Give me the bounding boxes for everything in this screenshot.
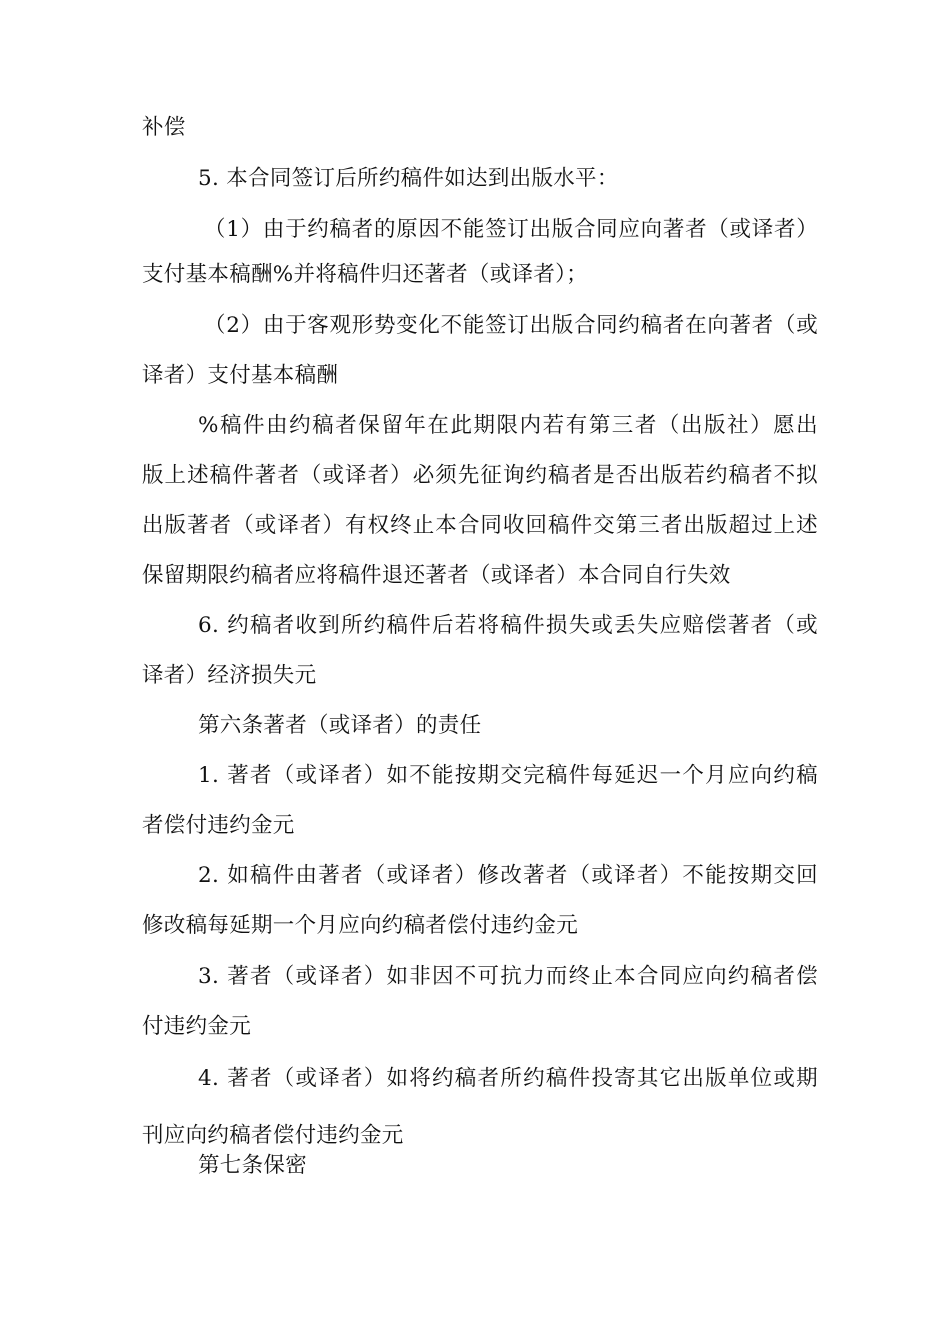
text-line: 5. 本合同签订后所约稿件如达到出版水平： xyxy=(198,166,619,191)
text-line: 修改稿每延期一个月应向约稿者偿付违约金元 xyxy=(142,913,579,938)
text-line: 补偿 xyxy=(142,115,186,140)
section-heading: 第六条著者（或译者）的责任 xyxy=(198,713,482,738)
text-line: 保留期限约稿者应将稿件退还著者（或译者）本合同自行失效 xyxy=(142,563,731,588)
text-line: （1）由于约稿者的原因不能签订出版合同应向著者（或译者） xyxy=(204,217,818,242)
text-line: 者偿付违约金元 xyxy=(142,813,295,838)
text-line: 4. 著者（或译者）如将约稿者所约稿件投寄其它出版单位或期 xyxy=(198,1066,818,1091)
text-line: 1. 著者（或译者）如不能按期交完稿件每延迟一个月应向约稿 xyxy=(198,763,818,788)
text-line: 付违约金元 xyxy=(142,1014,252,1039)
text-line: %稿件由约稿者保留年在此期限内若有第三者（出版社）愿出 xyxy=(198,413,818,438)
text-line: 2. 如稿件由著者（或译者）修改著者（或译者）不能按期交回 xyxy=(198,863,818,888)
text-line: 译者）经济损失元 xyxy=(142,663,317,688)
text-line: 6. 约稿者收到所约稿件后若将稿件损失或丢失应赔偿著者（或 xyxy=(198,613,818,638)
text-line: 支付基本稿酬%并将稿件归还著者（或译者）； xyxy=(142,262,588,287)
text-line: 版上述稿件著者（或译者）必须先征询约稿者是否出版若约稿者不拟 xyxy=(142,463,818,488)
text-line: 出版著者（或译者）有权终止本合同收回稿件交第三者出版超过上述 xyxy=(142,513,818,538)
text-line: 译者）支付基本稿酬 xyxy=(142,363,339,388)
text-line: （2）由于客观形势变化不能签订出版合同约稿者在向著者（或 xyxy=(204,313,818,338)
section-heading: 第七条保密 xyxy=(198,1153,308,1178)
text-line: 3. 著者（或译者）如非因不可抗力而终止本合同应向约稿者偿 xyxy=(198,964,818,989)
text-line: 刊应向约稿者偿付违约金元 xyxy=(142,1123,404,1148)
